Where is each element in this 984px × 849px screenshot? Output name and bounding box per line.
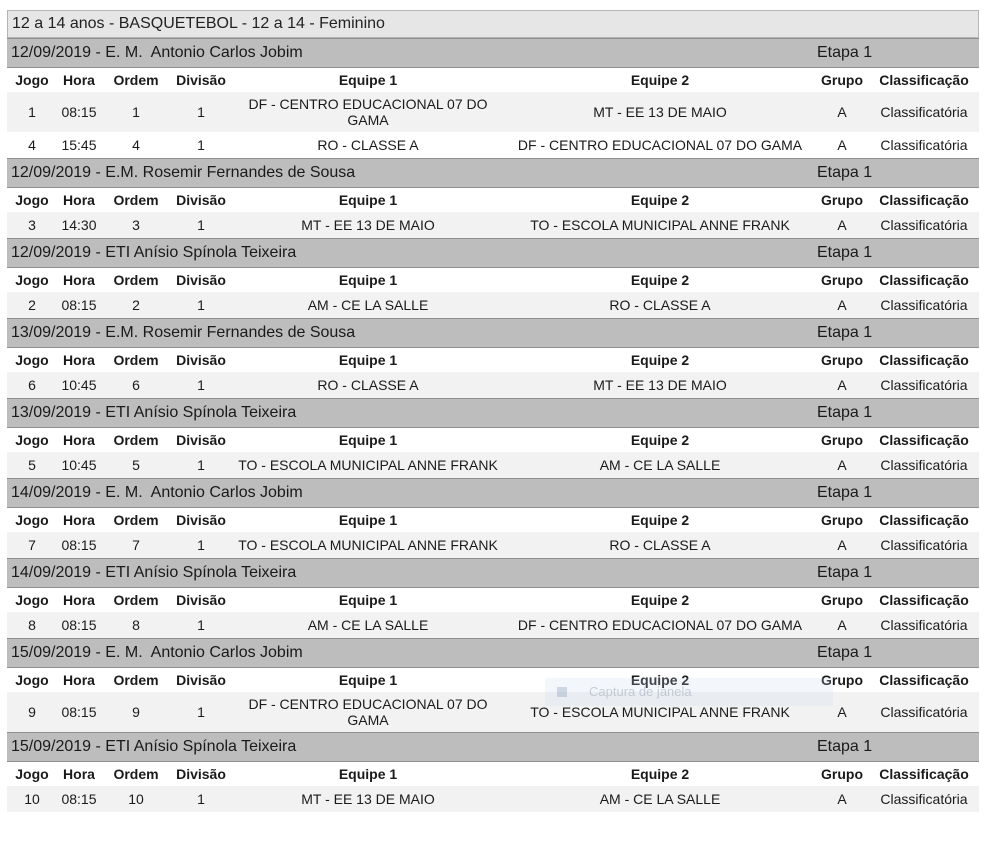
game-equipe1-cell: DF - CENTRO EDUCACIONAL 07 DO GAMA <box>248 696 488 728</box>
game-jogo-cell: 6 <box>28 377 36 393</box>
venue-block <box>7 318 979 398</box>
venue-title: 14/09/2019 - E. M. Antonio Carlos Jobim <box>11 484 303 501</box>
game-classificacao-cell: Classificatória <box>880 617 968 633</box>
column-header-equipe2: Equipe 2 <box>630 592 690 608</box>
game-row <box>7 292 979 318</box>
game-grupo-cell: A <box>837 217 847 233</box>
game-classificacao-cell: Classificatória <box>880 137 968 153</box>
game-equipe1-cell: RO - CLASSE A <box>317 137 419 153</box>
column-header-equipe1: Equipe 1 <box>338 192 398 208</box>
column-header-equipe1: Equipe 1 <box>338 272 398 288</box>
column-header-divisao: Divisão <box>176 592 226 608</box>
game-hora-cell: 08:15 <box>61 704 97 720</box>
column-header-ordem: Ordem <box>113 592 159 608</box>
column-header-equipe2: Equipe 2 <box>630 272 690 288</box>
game-classificacao-cell: Classificatória <box>880 377 968 393</box>
game-row <box>7 692 979 732</box>
venue-block <box>7 558 979 638</box>
column-header-equipe2: Equipe 2 <box>630 192 690 208</box>
column-header-hora: Hora <box>63 192 95 208</box>
column-header-jogo: Jogo <box>15 72 49 88</box>
game-equipe1-cell: TO - ESCOLA MUNICIPAL ANNE FRANK <box>238 537 498 553</box>
column-header-ordem: Ordem <box>113 352 159 368</box>
game-grupo-cell: A <box>837 537 847 553</box>
game-row <box>7 452 979 478</box>
venue-header <box>7 732 979 762</box>
column-header-classificacao: Classificação <box>879 672 969 688</box>
venue-block <box>7 238 979 318</box>
game-jogo-cell: 7 <box>28 537 36 553</box>
game-divisao-cell: 1 <box>197 537 205 553</box>
page-title: 12 a 14 anos - BASQUETEBOL - 12 a 14 - Feminino <box>7 10 979 38</box>
game-ordem-cell: 10 <box>128 791 144 807</box>
game-hora-cell: 10:45 <box>61 457 97 473</box>
column-header-ordem: Ordem <box>113 672 159 688</box>
column-header-equipe2: Equipe 2 <box>630 672 690 688</box>
column-header-row <box>7 68 979 92</box>
column-header-jogo: Jogo <box>15 672 49 688</box>
game-classificacao-cell: Classificatória <box>880 704 968 720</box>
column-header-ordem: Ordem <box>113 72 159 88</box>
game-equipe1-cell: RO - CLASSE A <box>317 377 419 393</box>
game-equipe1-cell: AM - CE LA SALLE <box>307 297 429 313</box>
game-equipe2-cell: DF - CENTRO EDUCACIONAL 07 DO GAMA <box>517 137 803 153</box>
column-header-equipe1: Equipe 1 <box>338 512 398 528</box>
column-header-ordem: Ordem <box>113 432 159 448</box>
column-header-divisao: Divisão <box>176 192 226 208</box>
column-header-grupo: Grupo <box>821 192 863 208</box>
game-jogo-cell: 3 <box>28 217 36 233</box>
column-header-divisao: Divisão <box>176 72 226 88</box>
game-hora-cell: 08:15 <box>61 104 97 120</box>
column-header-jogo: Jogo <box>15 272 49 288</box>
game-row <box>7 612 979 638</box>
venue-block <box>7 638 979 732</box>
column-header-row <box>7 188 979 212</box>
column-header-equipe2: Equipe 2 <box>630 512 690 528</box>
venue-header <box>7 318 979 348</box>
stage-label: Etapa 1 <box>817 164 873 181</box>
stage-label: Etapa 1 <box>817 404 873 421</box>
stage-label: Etapa 1 <box>817 644 873 661</box>
game-grupo-cell: A <box>837 457 847 473</box>
column-header-ordem: Ordem <box>113 272 159 288</box>
game-grupo-cell: A <box>837 617 847 633</box>
venue-block <box>7 158 979 238</box>
game-equipe1-cell: MT - EE 13 DE MAIO <box>301 791 435 807</box>
venue-title: 13/09/2019 - E.M. Rosemir Fernandes de Sousa <box>11 324 356 341</box>
game-divisao-cell: 1 <box>197 137 205 153</box>
game-hora-cell: 15:45 <box>61 137 97 153</box>
game-hora-cell: 08:15 <box>61 537 97 553</box>
venue-header <box>7 558 979 588</box>
column-header-grupo: Grupo <box>821 672 863 688</box>
game-equipe2-cell: RO - CLASSE A <box>609 297 711 313</box>
game-divisao-cell: 1 <box>197 377 205 393</box>
column-header-hora: Hora <box>63 672 95 688</box>
column-header-row <box>7 588 979 612</box>
column-header-divisao: Divisão <box>176 672 226 688</box>
game-equipe2-cell: AM - CE LA SALLE <box>599 457 721 473</box>
stage-label: Etapa 1 <box>817 324 873 341</box>
game-divisao-cell: 1 <box>197 104 205 120</box>
game-jogo-cell: 5 <box>28 457 36 473</box>
game-row <box>7 132 979 158</box>
column-header-jogo: Jogo <box>15 766 49 782</box>
column-header-grupo: Grupo <box>821 592 863 608</box>
column-header-jogo: Jogo <box>15 432 49 448</box>
venue-block <box>7 478 979 558</box>
game-row <box>7 212 979 238</box>
game-row <box>7 92 979 132</box>
column-header-row <box>7 268 979 292</box>
game-hora-cell: 08:15 <box>61 791 97 807</box>
venue-block <box>7 398 979 478</box>
column-header-grupo: Grupo <box>821 72 863 88</box>
venue-title: 15/09/2019 - E. M. Antonio Carlos Jobim <box>11 644 303 661</box>
game-hora-cell: 08:15 <box>61 297 97 313</box>
column-header-classificacao: Classificação <box>879 432 969 448</box>
column-header-classificacao: Classificação <box>879 72 969 88</box>
venue-header <box>7 398 979 428</box>
column-header-jogo: Jogo <box>15 352 49 368</box>
column-header-row <box>7 668 979 692</box>
column-header-jogo: Jogo <box>15 192 49 208</box>
stage-label: Etapa 1 <box>817 244 873 261</box>
game-jogo-cell: 2 <box>28 297 36 313</box>
column-header-hora: Hora <box>63 592 95 608</box>
game-jogo-cell: 4 <box>28 137 36 153</box>
game-grupo-cell: A <box>837 137 847 153</box>
game-classificacao-cell: Classificatória <box>880 297 968 313</box>
column-header-divisao: Divisão <box>176 432 226 448</box>
game-divisao-cell: 1 <box>197 617 205 633</box>
venue-title: 13/09/2019 - ETI Anísio Spínola Teixeira <box>11 404 297 421</box>
venue-block <box>7 732 979 812</box>
game-equipe2-cell: TO - ESCOLA MUNICIPAL ANNE FRANK <box>530 217 790 233</box>
column-header-equipe1: Equipe 1 <box>338 592 398 608</box>
game-ordem-cell: 3 <box>132 217 140 233</box>
game-equipe1-cell: MT - EE 13 DE MAIO <box>301 217 435 233</box>
stage-label: Etapa 1 <box>817 738 873 755</box>
column-header-ordem: Ordem <box>113 512 159 528</box>
column-header-hora: Hora <box>63 272 95 288</box>
column-header-ordem: Ordem <box>113 192 159 208</box>
column-header-hora: Hora <box>63 352 95 368</box>
column-header-classificacao: Classificação <box>879 592 969 608</box>
column-header-equipe2: Equipe 2 <box>630 432 690 448</box>
game-divisao-cell: 1 <box>197 217 205 233</box>
watermark-text: Captura de janela <box>589 684 692 699</box>
game-classificacao-cell: Classificatória <box>880 457 968 473</box>
venue-header <box>7 478 979 508</box>
venue-header <box>7 638 979 668</box>
game-jogo-cell: 1 <box>28 104 36 120</box>
column-header-hora: Hora <box>63 72 95 88</box>
game-grupo-cell: A <box>837 297 847 313</box>
game-grupo-cell: A <box>837 704 847 720</box>
game-equipe2-cell: AM - CE LA SALLE <box>599 791 721 807</box>
game-classificacao-cell: Classificatória <box>880 104 968 120</box>
game-jogo-cell: 10 <box>24 791 40 807</box>
game-divisao-cell: 1 <box>197 297 205 313</box>
venue-title: 12/09/2019 - E.M. Rosemir Fernandes de Sousa <box>11 164 356 181</box>
game-equipe2-cell: MT - EE 13 DE MAIO <box>593 104 727 120</box>
venue-blocks <box>7 38 979 812</box>
game-classificacao-cell: Classificatória <box>880 217 968 233</box>
column-header-grupo: Grupo <box>821 512 863 528</box>
game-equipe1-cell: TO - ESCOLA MUNICIPAL ANNE FRANK <box>238 457 498 473</box>
game-ordem-cell: 9 <box>132 704 140 720</box>
column-header-divisao: Divisão <box>176 352 226 368</box>
column-header-jogo: Jogo <box>15 512 49 528</box>
column-header-equipe2: Equipe 2 <box>630 352 690 368</box>
game-ordem-cell: 7 <box>132 537 140 553</box>
game-hora-cell: 08:15 <box>61 617 97 633</box>
game-equipe2-cell: TO - ESCOLA MUNICIPAL ANNE FRANK <box>530 704 790 720</box>
column-header-grupo: Grupo <box>821 432 863 448</box>
game-equipe1-cell: DF - CENTRO EDUCACIONAL 07 DO GAMA <box>248 96 488 128</box>
venue-title: 12/09/2019 - E. M. Antonio Carlos Jobim <box>11 44 303 61</box>
stage-label: Etapa 1 <box>817 484 873 501</box>
game-equipe2-cell: DF - CENTRO EDUCACIONAL 07 DO GAMA <box>517 617 803 633</box>
game-grupo-cell: A <box>837 791 847 807</box>
game-ordem-cell: 6 <box>132 377 140 393</box>
stage-label: Etapa 1 <box>817 44 873 61</box>
column-header-classificacao: Classificação <box>879 766 969 782</box>
column-header-jogo: Jogo <box>15 592 49 608</box>
game-row <box>7 372 979 398</box>
venue-header <box>7 238 979 268</box>
column-header-hora: Hora <box>63 766 95 782</box>
column-header-grupo: Grupo <box>821 352 863 368</box>
game-grupo-cell: A <box>837 104 847 120</box>
column-header-hora: Hora <box>63 432 95 448</box>
game-ordem-cell: 8 <box>132 617 140 633</box>
column-header-equipe2: Equipe 2 <box>630 72 690 88</box>
column-header-row <box>7 348 979 372</box>
column-header-row <box>7 428 979 452</box>
column-header-equipe1: Equipe 1 <box>338 672 398 688</box>
venue-header <box>7 158 979 188</box>
game-divisao-cell: 1 <box>197 457 205 473</box>
column-header-classificacao: Classificação <box>879 272 969 288</box>
column-header-equipe1: Equipe 1 <box>338 72 398 88</box>
column-header-equipe1: Equipe 1 <box>338 766 398 782</box>
game-classificacao-cell: Classificatória <box>880 791 968 807</box>
game-classificacao-cell: Classificatória <box>880 537 968 553</box>
column-header-classificacao: Classificação <box>879 352 969 368</box>
column-header-grupo: Grupo <box>821 766 863 782</box>
column-header-classificacao: Classificação <box>879 512 969 528</box>
game-divisao-cell: 1 <box>197 791 205 807</box>
game-grupo-cell: A <box>837 377 847 393</box>
game-ordem-cell: 2 <box>132 297 140 313</box>
column-header-divisao: Divisão <box>176 766 226 782</box>
column-header-row <box>7 762 979 786</box>
column-header-divisao: Divisão <box>176 512 226 528</box>
column-header-divisao: Divisão <box>176 272 226 288</box>
schedule-sheet <box>7 10 979 812</box>
game-jogo-cell: 8 <box>28 617 36 633</box>
column-header-equipe2: Equipe 2 <box>630 766 690 782</box>
game-hora-cell: 14:30 <box>61 217 97 233</box>
game-jogo-cell: 9 <box>28 704 36 720</box>
column-header-row <box>7 508 979 532</box>
game-hora-cell: 10:45 <box>61 377 97 393</box>
venue-header <box>7 38 979 68</box>
game-equipe2-cell: MT - EE 13 DE MAIO <box>593 377 727 393</box>
venue-title: 15/09/2019 - ETI Anísio Spínola Teixeira <box>11 738 297 755</box>
game-ordem-cell: 5 <box>132 457 140 473</box>
game-row <box>7 532 979 558</box>
game-divisao-cell: 1 <box>197 704 205 720</box>
venue-block <box>7 38 979 158</box>
column-header-equipe1: Equipe 1 <box>338 432 398 448</box>
column-header-classificacao: Classificação <box>879 192 969 208</box>
column-header-grupo: Grupo <box>821 272 863 288</box>
game-equipe2-cell: RO - CLASSE A <box>609 537 711 553</box>
venue-title: 12/09/2019 - ETI Anísio Spínola Teixeira <box>11 244 297 261</box>
column-header-hora: Hora <box>63 512 95 528</box>
column-header-ordem: Ordem <box>113 766 159 782</box>
game-equipe1-cell: AM - CE LA SALLE <box>307 617 429 633</box>
venue-title: 14/09/2019 - ETI Anísio Spínola Teixeira <box>11 564 297 581</box>
game-row <box>7 786 979 812</box>
game-ordem-cell: 1 <box>132 104 140 120</box>
stage-label: Etapa 1 <box>817 564 873 581</box>
game-ordem-cell: 4 <box>132 137 140 153</box>
column-header-equipe1: Equipe 1 <box>338 352 398 368</box>
